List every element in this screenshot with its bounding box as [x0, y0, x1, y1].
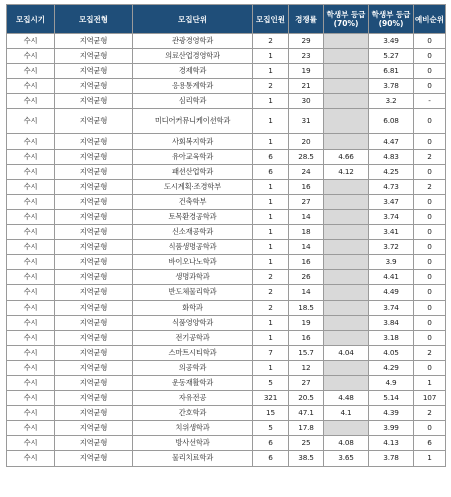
- table-row: [7, 406, 446, 421]
- cell-waitlist: 0: [414, 330, 446, 345]
- cell-grade-90: 4.9: [369, 375, 414, 390]
- cell-unit: 유아교육학과: [133, 149, 253, 164]
- table-row: [7, 315, 446, 330]
- cell-rate: 14: [289, 285, 324, 300]
- cell-type: 지역균형: [55, 285, 133, 300]
- cell-type: 지역균형: [55, 421, 133, 436]
- cell-grade-90: 4.83: [369, 149, 414, 164]
- cell-type: 지역균형: [55, 300, 133, 315]
- cell-waitlist: 0: [414, 225, 446, 240]
- cell-type: 지역균형: [55, 315, 133, 330]
- cell-type: 지역균형: [55, 164, 133, 179]
- cell-grade-70: 4.08: [324, 436, 369, 451]
- cell-quota: 1: [253, 360, 289, 375]
- cell-period: 수시: [7, 330, 55, 345]
- table-row: [7, 330, 446, 345]
- cell-period: 수시: [7, 179, 55, 194]
- cell-waitlist: 6: [414, 436, 446, 451]
- cell-grade-70: [324, 109, 369, 134]
- cell-period: 수시: [7, 270, 55, 285]
- cell-period: 수시: [7, 345, 55, 360]
- cell-quota: 5: [253, 421, 289, 436]
- table-row: [7, 255, 446, 270]
- cell-rate: 19: [289, 315, 324, 330]
- cell-type: 지역균형: [55, 209, 133, 224]
- table-row: [7, 109, 446, 134]
- cell-grade-90: 3.74: [369, 300, 414, 315]
- table-row: [7, 285, 446, 300]
- cell-quota: 2: [253, 270, 289, 285]
- cell-period: 수시: [7, 451, 55, 466]
- cell-waitlist: 107: [414, 391, 446, 406]
- cell-grade-90: 3.49: [369, 34, 414, 49]
- cell-period: 수시: [7, 300, 55, 315]
- cell-quota: 1: [253, 255, 289, 270]
- cell-quota: 2: [253, 79, 289, 94]
- cell-period: 수시: [7, 209, 55, 224]
- cell-quota: 1: [253, 240, 289, 255]
- cell-type: 지역균형: [55, 34, 133, 49]
- cell-grade-70: [324, 270, 369, 285]
- table-row: [7, 149, 446, 164]
- cell-grade-90: 4.47: [369, 134, 414, 149]
- cell-period: 수시: [7, 49, 55, 64]
- cell-rate: 14: [289, 209, 324, 224]
- cell-type: 지역균형: [55, 240, 133, 255]
- cell-quota: 7: [253, 345, 289, 360]
- cell-grade-90: 4.41: [369, 270, 414, 285]
- cell-grade-70: 4.1: [324, 406, 369, 421]
- cell-unit: 식품영양학과: [133, 315, 253, 330]
- cell-period: 수시: [7, 64, 55, 79]
- cell-grade-90: 6.81: [369, 64, 414, 79]
- cell-grade-90: 3.72: [369, 240, 414, 255]
- cell-quota: 1: [253, 315, 289, 330]
- cell-unit: 방사선학과: [133, 436, 253, 451]
- cell-type: 지역균형: [55, 79, 133, 94]
- cell-quota: 1: [253, 64, 289, 79]
- cell-unit: 생명과학과: [133, 270, 253, 285]
- cell-grade-70: [324, 255, 369, 270]
- cell-type: 지역균형: [55, 270, 133, 285]
- cell-waitlist: 0: [414, 209, 446, 224]
- cell-unit: 건축학부: [133, 194, 253, 209]
- cell-waitlist: 0: [414, 285, 446, 300]
- cell-type: 지역균형: [55, 134, 133, 149]
- cell-unit: 사회복지학과: [133, 134, 253, 149]
- cell-waitlist: 1: [414, 375, 446, 390]
- cell-type: 지역균형: [55, 330, 133, 345]
- cell-quota: 321: [253, 391, 289, 406]
- table-row: [7, 375, 446, 390]
- cell-quota: 2: [253, 285, 289, 300]
- cell-waitlist: 0: [414, 255, 446, 270]
- cell-unit: 의료산업경영학과: [133, 49, 253, 64]
- cell-type: 지역균형: [55, 109, 133, 134]
- header-grade-90: 학생부 등급(90%): [369, 5, 414, 34]
- cell-waitlist: 0: [414, 240, 446, 255]
- header-grade-70: 학생부 등급(70%): [324, 5, 369, 34]
- cell-period: 수시: [7, 194, 55, 209]
- cell-unit: 전기공학과: [133, 330, 253, 345]
- cell-type: 지역균형: [55, 225, 133, 240]
- cell-grade-70: [324, 315, 369, 330]
- cell-type: 지역균형: [55, 345, 133, 360]
- table-row: [7, 64, 446, 79]
- cell-period: 수시: [7, 255, 55, 270]
- cell-waitlist: 0: [414, 164, 446, 179]
- cell-grade-70: [324, 300, 369, 315]
- header-row: [7, 5, 446, 34]
- table-row: [7, 345, 446, 360]
- cell-unit: 반도체물리학과: [133, 285, 253, 300]
- cell-quota: 5: [253, 375, 289, 390]
- cell-grade-70: 4.48: [324, 391, 369, 406]
- cell-unit: 운동재활학과: [133, 375, 253, 390]
- table-row: [7, 94, 446, 109]
- cell-grade-70: [324, 285, 369, 300]
- cell-grade-70: [324, 34, 369, 49]
- cell-grade-90: 3.2: [369, 94, 414, 109]
- cell-rate: 20.5: [289, 391, 324, 406]
- cell-rate: 16: [289, 179, 324, 194]
- table-row: [7, 421, 446, 436]
- cell-rate: 24: [289, 164, 324, 179]
- cell-unit: 물리치료학과: [133, 451, 253, 466]
- cell-rate: 16: [289, 330, 324, 345]
- cell-rate: 20: [289, 134, 324, 149]
- cell-type: 지역균형: [55, 436, 133, 451]
- cell-type: 지역균형: [55, 94, 133, 109]
- cell-grade-70: [324, 375, 369, 390]
- header-waitlist: 예비순위: [414, 5, 446, 34]
- cell-quota: 1: [253, 134, 289, 149]
- cell-unit: 의공학과: [133, 360, 253, 375]
- cell-type: 지역균형: [55, 451, 133, 466]
- cell-period: 수시: [7, 360, 55, 375]
- table-row: [7, 360, 446, 375]
- cell-waitlist: 0: [414, 64, 446, 79]
- cell-waitlist: -: [414, 94, 446, 109]
- header-period: 모집시기: [7, 5, 55, 34]
- cell-grade-90: 3.99: [369, 421, 414, 436]
- cell-waitlist: 2: [414, 406, 446, 421]
- table-row: [7, 179, 446, 194]
- table-row: [7, 436, 446, 451]
- cell-rate: 21: [289, 79, 324, 94]
- cell-waitlist: 0: [414, 194, 446, 209]
- cell-rate: 25: [289, 436, 324, 451]
- cell-rate: 27: [289, 194, 324, 209]
- cell-period: 수시: [7, 406, 55, 421]
- cell-period: 수시: [7, 164, 55, 179]
- cell-type: 지역균형: [55, 149, 133, 164]
- cell-quota: 1: [253, 94, 289, 109]
- cell-period: 수시: [7, 421, 55, 436]
- table-row: [7, 270, 446, 285]
- cell-type: 지역균형: [55, 255, 133, 270]
- header-type: 모집전형: [55, 5, 133, 34]
- cell-period: 수시: [7, 315, 55, 330]
- cell-waitlist: 2: [414, 149, 446, 164]
- cell-grade-70: 4.04: [324, 345, 369, 360]
- cell-grade-90: 3.41: [369, 225, 414, 240]
- cell-period: 수시: [7, 391, 55, 406]
- cell-rate: 28.5: [289, 149, 324, 164]
- cell-rate: 14: [289, 240, 324, 255]
- cell-period: 수시: [7, 94, 55, 109]
- cell-grade-90: 3.18: [369, 330, 414, 345]
- table-row: [7, 451, 446, 466]
- cell-type: 지역균형: [55, 391, 133, 406]
- table-row: [7, 79, 446, 94]
- cell-unit: 토목환경공학과: [133, 209, 253, 224]
- cell-grade-70: [324, 134, 369, 149]
- cell-grade-90: 5.27: [369, 49, 414, 64]
- cell-rate: 17.8: [289, 421, 324, 436]
- cell-type: 지역균형: [55, 194, 133, 209]
- cell-rate: 23: [289, 49, 324, 64]
- cell-grade-70: [324, 360, 369, 375]
- cell-period: 수시: [7, 109, 55, 134]
- cell-period: 수시: [7, 240, 55, 255]
- admissions-table: [6, 4, 446, 467]
- cell-rate: 15.7: [289, 345, 324, 360]
- table-row: [7, 391, 446, 406]
- cell-grade-70: [324, 94, 369, 109]
- cell-quota: 1: [253, 49, 289, 64]
- cell-period: 수시: [7, 149, 55, 164]
- cell-period: 수시: [7, 375, 55, 390]
- cell-waitlist: 0: [414, 134, 446, 149]
- cell-waitlist: 0: [414, 270, 446, 285]
- cell-waitlist: 0: [414, 79, 446, 94]
- cell-grade-70: [324, 194, 369, 209]
- cell-waitlist: 0: [414, 315, 446, 330]
- cell-grade-70: [324, 421, 369, 436]
- cell-rate: 29: [289, 34, 324, 49]
- cell-type: 지역균형: [55, 49, 133, 64]
- cell-unit: 도시계획·조경학부: [133, 179, 253, 194]
- cell-quota: 1: [253, 179, 289, 194]
- cell-grade-90: 3.47: [369, 194, 414, 209]
- cell-quota: 6: [253, 451, 289, 466]
- cell-quota: 1: [253, 330, 289, 345]
- table-row: [7, 300, 446, 315]
- table-row: [7, 49, 446, 64]
- cell-grade-90: 3.78: [369, 451, 414, 466]
- header-unit: 모집단위: [133, 5, 253, 34]
- cell-quota: 2: [253, 300, 289, 315]
- cell-grade-90: 4.29: [369, 360, 414, 375]
- cell-unit: 패션산업학과: [133, 164, 253, 179]
- cell-unit: 신소재공학과: [133, 225, 253, 240]
- table-row: [7, 225, 446, 240]
- cell-type: 지역균형: [55, 179, 133, 194]
- cell-grade-90: 4.39: [369, 406, 414, 421]
- cell-grade-70: 3.65: [324, 451, 369, 466]
- cell-unit: 간호학과: [133, 406, 253, 421]
- header-quota: 모집인원: [253, 5, 289, 34]
- cell-rate: 12: [289, 360, 324, 375]
- cell-waitlist: 0: [414, 109, 446, 134]
- cell-unit: 관광경영학과: [133, 34, 253, 49]
- cell-rate: 26: [289, 270, 324, 285]
- table-row: [7, 164, 446, 179]
- cell-type: 지역균형: [55, 360, 133, 375]
- cell-rate: 27: [289, 375, 324, 390]
- cell-waitlist: 2: [414, 345, 446, 360]
- cell-waitlist: 0: [414, 421, 446, 436]
- cell-period: 수시: [7, 225, 55, 240]
- cell-quota: 1: [253, 225, 289, 240]
- cell-rate: 18.5: [289, 300, 324, 315]
- cell-quota: 1: [253, 109, 289, 134]
- cell-quota: 6: [253, 149, 289, 164]
- cell-grade-70: [324, 240, 369, 255]
- cell-unit: 스마트시티학과: [133, 345, 253, 360]
- cell-rate: 16: [289, 255, 324, 270]
- cell-quota: 2: [253, 34, 289, 49]
- cell-period: 수시: [7, 436, 55, 451]
- cell-grade-90: 6.08: [369, 109, 414, 134]
- cell-period: 수시: [7, 134, 55, 149]
- cell-unit: 치위생학과: [133, 421, 253, 436]
- cell-waitlist: 0: [414, 49, 446, 64]
- cell-rate: 38.5: [289, 451, 324, 466]
- cell-grade-90: 4.73: [369, 179, 414, 194]
- cell-type: 지역균형: [55, 64, 133, 79]
- cell-quota: 6: [253, 436, 289, 451]
- cell-unit: 경제학과: [133, 64, 253, 79]
- cell-period: 수시: [7, 285, 55, 300]
- cell-quota: 1: [253, 194, 289, 209]
- cell-grade-70: [324, 209, 369, 224]
- cell-grade-90: 4.49: [369, 285, 414, 300]
- table-row: [7, 34, 446, 49]
- cell-unit: 심리학과: [133, 94, 253, 109]
- cell-grade-70: 4.66: [324, 149, 369, 164]
- cell-unit: 미디어커뮤니케이션학과: [133, 109, 253, 134]
- cell-grade-70: [324, 49, 369, 64]
- cell-grade-90: 3.9: [369, 255, 414, 270]
- cell-type: 지역균형: [55, 406, 133, 421]
- cell-rate: 19: [289, 64, 324, 79]
- cell-grade-70: 4.12: [324, 164, 369, 179]
- cell-waitlist: 2: [414, 179, 446, 194]
- cell-unit: 식품생명공학과: [133, 240, 253, 255]
- header-rate: 경쟁률: [289, 5, 324, 34]
- cell-period: 수시: [7, 34, 55, 49]
- cell-grade-70: [324, 225, 369, 240]
- cell-waitlist: 1: [414, 451, 446, 466]
- cell-grade-70: [324, 64, 369, 79]
- table-row: [7, 209, 446, 224]
- cell-period: 수시: [7, 79, 55, 94]
- table-row: [7, 134, 446, 149]
- cell-grade-70: [324, 179, 369, 194]
- cell-grade-70: [324, 330, 369, 345]
- cell-waitlist: 0: [414, 34, 446, 49]
- cell-rate: 18: [289, 225, 324, 240]
- table-row: [7, 194, 446, 209]
- cell-quota: 1: [253, 209, 289, 224]
- cell-waitlist: 0: [414, 360, 446, 375]
- cell-rate: 31: [289, 109, 324, 134]
- cell-grade-70: [324, 79, 369, 94]
- cell-grade-90: 4.05: [369, 345, 414, 360]
- cell-grade-90: 3.74: [369, 209, 414, 224]
- cell-quota: 6: [253, 164, 289, 179]
- cell-grade-90: 3.84: [369, 315, 414, 330]
- admissions-table-container: [6, 4, 446, 467]
- cell-unit: 응용통계학과: [133, 79, 253, 94]
- cell-unit: 자유전공: [133, 391, 253, 406]
- cell-rate: 47.1: [289, 406, 324, 421]
- cell-unit: 바이오나노학과: [133, 255, 253, 270]
- cell-type: 지역균형: [55, 375, 133, 390]
- cell-quota: 15: [253, 406, 289, 421]
- cell-grade-90: 3.78: [369, 79, 414, 94]
- cell-rate: 30: [289, 94, 324, 109]
- cell-unit: 화학과: [133, 300, 253, 315]
- cell-grade-90: 5.14: [369, 391, 414, 406]
- cell-grade-90: 4.25: [369, 164, 414, 179]
- cell-waitlist: 0: [414, 300, 446, 315]
- cell-grade-90: 4.13: [369, 436, 414, 451]
- table-row: [7, 240, 446, 255]
- table-body: [7, 34, 446, 467]
